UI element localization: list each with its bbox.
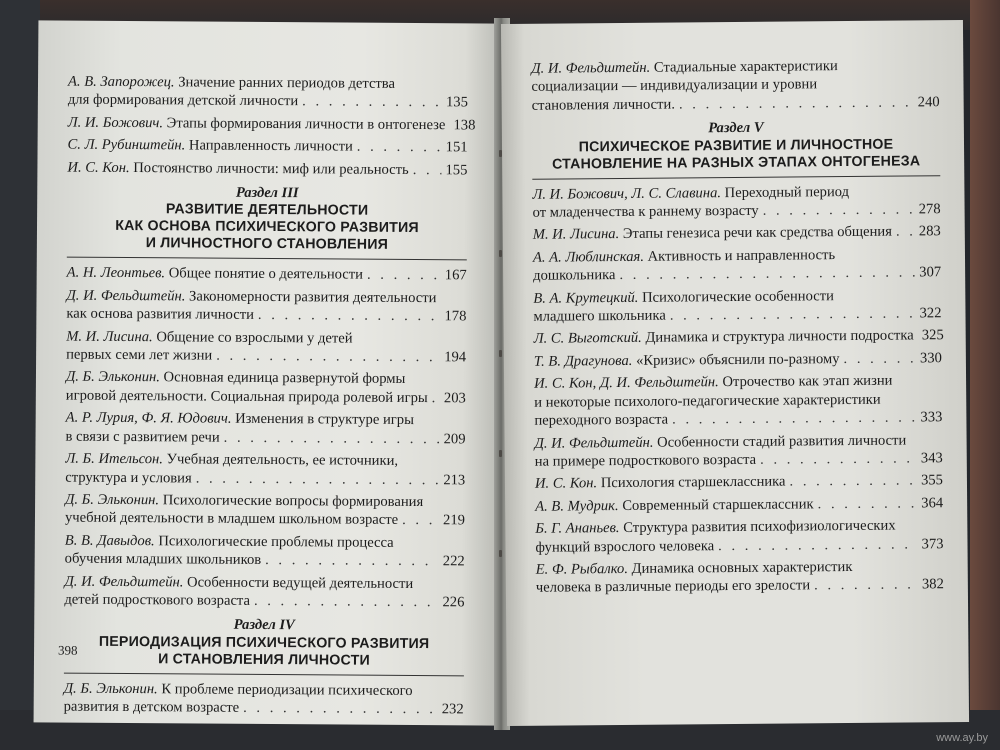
entry-page-number: 283 [918,223,941,240]
section-title-line: РАЗВИТИЕ ДЕЯТЕЛЬНОСТИ [165,201,369,220]
entry-title: Общее понятие о деятельности [168,265,364,284]
entry-text [68,113,446,134]
dot-leader [818,494,918,513]
section-title-line: И СТАНОВЛЕНИЯ ЛИЧНОСТИ [158,650,370,669]
toc-entry-line [535,449,943,471]
entry-title: Этапы генезиса речи как средства общения [622,224,893,243]
entry-author: С. Л. Рубинштейн. [67,136,186,154]
entry-title: К проблеме периодизации психического [161,681,413,699]
entry-author: Д. И. Фельдштейн. [531,59,651,77]
toc-entry [535,431,943,471]
entry-title: дошкольника [533,267,616,285]
entry-page-number: 333 [920,409,943,426]
section-label: Раздел III [235,184,299,202]
toc-entry [67,264,467,285]
right-toc [531,56,944,601]
entry-author: Е. Ф. Рыбалко. [535,560,629,578]
entry-text [533,202,759,222]
entry-title: первых семи лет жизни [66,346,213,364]
entry-page-number: 203 [443,390,466,407]
entry-text [64,698,240,718]
entry-text [535,451,757,471]
toc-entry-line [535,535,943,557]
entry-page-number: 178 [444,308,467,325]
dot-leader [763,200,915,220]
section-title-line: ПЕРИОДИЗАЦИЯ ПСИХИЧЕСКОГО РАЗВИТИЯ [98,633,430,652]
toc-entry-line [67,113,476,134]
entry-title: Активность и направленность [647,246,836,265]
entry-text [66,409,414,430]
toc-group-top [531,56,939,115]
dot-leader [896,223,915,242]
entry-text [65,509,398,530]
toc-entry-line [534,408,942,430]
entry-author: М. И. Лисина. [66,328,153,345]
toc-entry [66,368,466,408]
right-page [501,20,969,726]
dot-leader [196,469,440,489]
toc-entry-line [532,93,940,115]
toc-entry [534,327,942,349]
entry-author: М. И. Лисина. [532,226,620,244]
binding-stitch [499,550,502,557]
entry-text [533,223,892,245]
dot-leader [789,472,917,492]
entry-text [535,495,814,516]
section-title-line: ПСИХИЧЕСКОЕ РАЗВИТИЕ И ЛИЧНОСТНОЕ [578,136,894,155]
entry-text [65,427,219,446]
entry-page-number: 355 [920,472,944,489]
toc-entry-line [533,304,941,326]
toc-entry [535,472,943,494]
toc-entry-line [533,263,941,285]
toc-entry [64,572,464,612]
entry-title: Психологические проблемы процесса [158,532,394,551]
entry-title: в связи с развитием речи [65,428,220,446]
toc-entry [68,136,468,157]
book-cover-right [970,0,1000,750]
entry-title: от младенчества к раннему возрасту [532,202,759,221]
section-3-heading [67,183,468,261]
entry-title: Психология старшеклассника [600,473,786,492]
entry-author: Д. Б. Эльконин. [65,369,160,386]
dot-leader [402,511,439,530]
toc-entry [533,286,941,326]
entry-page-number: 222 [442,553,465,570]
entry-text [67,158,408,179]
toc-entry [68,73,468,113]
dot-leader [670,304,916,325]
entry-author: Л. С. Выготский. [533,330,642,348]
dot-leader [258,306,441,326]
entry-text [64,679,413,700]
toc-group-mid [64,264,466,612]
entry-title: учебной деятельности в младшем школьном возрасте [64,509,399,529]
entry-title: Закономерности развития деятельности [189,288,437,307]
entry-title: игровой деятельности. Социальная природа ролевой игры [65,387,428,406]
binding-stitch [499,250,502,257]
toc-entry-line [64,591,464,612]
entry-title: Общение со взрослыми у детей [156,328,353,347]
entry-page-number: 151 [445,139,468,156]
toc-entry [534,371,942,430]
entry-text [68,73,395,94]
entry-author: Д. Б. Эльконин. [63,680,158,697]
toc-entry [65,531,465,571]
toc-group-top [67,73,476,180]
entry-title: развития в детском возрасте [63,698,240,716]
toc-entry-line [536,576,944,598]
toc-entry-line [533,223,941,245]
toc-entry-line [65,550,465,571]
entry-page-number: 226 [442,594,465,611]
section-5-heading [532,117,940,179]
entry-text [66,346,212,365]
left-toc [63,73,476,723]
entry-title: Динамика и структура личности подростка [645,327,914,347]
entry-page-number: 135 [445,94,468,111]
entry-title: детей подросткового возраста [64,591,251,609]
entry-title: для формирования детской личности [67,92,299,110]
entry-text [66,327,352,347]
entry-title: Особенности ведущей деятельности [187,573,414,592]
entry-text [65,468,192,487]
entry-title: Постоянство личности: миф или реальность [133,159,409,178]
entry-text [534,350,840,371]
entry-text [531,76,817,97]
toc-entry [65,490,465,530]
binding-stitch [499,350,502,357]
entry-author: А. В. Мудрик. [535,497,619,515]
entry-page-number: 322 [919,305,942,322]
section-title-line: КАК ОСНОВА ПСИХИЧЕСКОГО РАЗВИТИЯ [115,218,419,237]
entry-title: Структура развития психофизиологических [623,517,896,537]
toc-entry-line [68,136,468,157]
toc-entry-line [534,371,942,393]
entry-page-number: 138 [453,117,476,134]
dot-leader [413,161,442,180]
dot-leader [367,266,441,285]
entry-author: А. В. Запорожец. [67,73,175,91]
entry-author: Д. И. Фельдштейн. [66,287,186,305]
toc-entry [64,679,464,719]
entry-text [64,572,413,593]
entry-author: Д. И. Фельдштейн. [534,434,654,452]
dot-leader [302,93,442,112]
toc-entry [533,245,941,285]
entry-text [68,136,353,156]
toc-entry-line [533,200,941,222]
entry-text [66,305,254,325]
entry-page-number: 240 [917,94,940,111]
section-title-line: СТАНОВЛЕНИЕ НА РАЗНЫХ ЭТАПАХ ОНТОГЕНЕЗА [551,153,921,173]
entry-page-number: 219 [443,512,466,529]
section-title-line: И ЛИЧНОСТНОГО СТАНОВЛЕНИЯ [145,235,389,254]
entry-title: на примере подросткового возраста [534,451,757,470]
toc-entry-line [535,494,943,516]
entry-title: Основная единица развернутой формы [163,369,406,388]
entry-author: А. А. Люблинская. [532,248,645,266]
entry-title: Психологические вопросы формирования [162,492,424,510]
entry-author: Л. И. Божович, Л. С. Славина. [532,184,722,203]
dot-leader [265,551,439,571]
entry-page-number: 232 [441,701,464,718]
entry-title: переходного возраста [534,411,669,429]
toc-entry-line [65,509,465,530]
entry-text [534,411,668,431]
entry-author: А. Р. Лурия, Ф. Я. Юдович. [65,409,232,428]
entry-author: А. Н. Леонтьев. [66,265,166,282]
entry-title: становления личности. [531,96,676,114]
left-page [34,20,503,725]
dot-leader [432,389,440,407]
toc-entry-line [65,427,465,448]
entry-page-number: 364 [921,494,944,512]
entry-page-number: 325 [921,327,944,344]
toc-group-main [532,182,944,598]
divider [532,175,940,180]
dot-leader [672,409,916,430]
dot-leader [760,449,917,469]
entry-title: Динамика основных характеристик [631,558,853,577]
entry-text [66,368,406,389]
section-label: Раздел IV [233,617,295,634]
entry-author: В. А. Крутецкий. [533,289,639,307]
entry-page-number: 278 [918,201,941,218]
entry-page-number: 194 [444,349,467,366]
entry-text [533,307,665,327]
entry-text [534,327,914,349]
dot-leader [254,592,439,612]
toc-entry [536,557,944,597]
entry-text [65,550,262,570]
entry-author: Б. Г. Ананьев. [535,520,620,537]
entry-text [64,591,250,611]
toc-entry [532,182,940,222]
entry-author: Д. И. Фельдштейн. [64,573,184,590]
toc-entry-line [65,468,465,489]
entry-title: обучения младших школьников [64,550,262,569]
entry-text [65,531,394,552]
entry-page-number: 167 [444,267,467,284]
dot-leader [619,264,915,285]
divider [67,257,467,261]
entry-author: В. В. Давыдов. [64,532,155,549]
toc-group-bottom [64,679,464,719]
toc-entry [65,450,465,490]
entry-author: Т. В. Драгунова. [533,352,633,370]
toc-entry [535,516,943,556]
entry-title: функций взрослого человека [535,537,715,556]
toc-entry [67,113,476,134]
entry-title: Этапы формирования личности в онтогенезе [166,115,446,134]
entry-title: Направленность личности [188,137,353,155]
entry-text [66,386,428,407]
toc-entry [67,158,467,179]
section-4-heading [64,615,464,676]
toc-entry-line [66,386,466,407]
entry-author: И. С. Кон. [67,159,130,176]
entry-title: и некоторые психолого-педагогические характеристики [534,391,881,411]
entry-page-number: 330 [919,350,942,367]
divider [64,672,464,676]
entry-text [535,473,786,494]
toc-entry [531,56,939,115]
entry-page-number: 213 [443,471,466,488]
entry-page-number: 155 [445,161,468,179]
toc-entry-line [66,305,466,326]
entry-author: Л. Б. Ительсон. [65,450,164,468]
entry-title: человека в различные периоды его зрелости [535,577,811,597]
toc-entry-line [67,158,467,179]
entry-title: Отрочество как этап жизни [722,372,893,391]
toc-entry-line [534,327,942,349]
toc-entry-line [67,264,467,285]
toc-entry-line [534,349,942,371]
entry-title: как основа развития личности [66,305,254,324]
toc-entry-line [66,346,466,367]
entry-page-number: 373 [921,535,944,552]
toc-entry-line [64,698,464,719]
entry-title: Учебная деятельность, ее источники, [166,451,399,470]
entry-text [68,91,298,111]
entry-page-number: 382 [921,576,944,593]
entry-text [65,490,423,511]
entry-text [65,450,398,471]
dot-leader [814,576,918,595]
entry-page-number: 209 [443,430,466,448]
toc-entry [66,327,466,367]
dot-leader [224,428,440,448]
dot-leader [357,138,442,157]
dot-leader [679,93,914,113]
toc-entry [534,349,942,371]
entry-author: И. С. Кон. [534,475,598,493]
entry-text [536,577,810,598]
entry-title: Стадиальные характеристики [653,58,838,76]
entry-title: Изменения в структуре игры [235,411,414,429]
toc-entry [535,494,943,516]
toc-entry [533,223,941,245]
entry-text [67,264,363,284]
entry-author: Л. И. Божович. [67,114,164,132]
entry-title: Особенности стадий развития личности [657,432,907,451]
toc-entry [66,286,466,326]
toc-entry-line [68,91,468,112]
dot-leader [216,347,440,367]
entry-author: И. С. Кон, Д. И. Фельдштейн. [534,374,719,393]
entry-text [535,537,714,557]
toc-entry [65,409,465,449]
binding-stitch [499,450,502,457]
entry-title: Современный старшеклассник [622,496,814,514]
dot-leader [718,535,918,555]
entry-text [532,95,675,115]
toc-entry-line [535,472,943,494]
entry-text [533,266,615,285]
section-label: Раздел V [708,119,764,137]
entry-title: «Кризис» объяснили по-разному [635,350,840,369]
entry-author: Д. Б. Эльконин. [65,491,160,509]
entry-title: младшего школьника [533,307,666,325]
entry-title: Психологические особенности [642,287,834,306]
entry-title: социализации — индивидуализации и уровни [531,76,818,96]
entry-title: Переходный период [724,183,850,201]
page-number: 398 [58,642,78,658]
entry-title: Значение ранних периодов детства [178,74,396,92]
dot-leader [843,349,916,368]
entry-page-number: 307 [919,264,942,281]
entry-title: структура и условия [65,469,192,486]
dot-leader [243,699,438,719]
entry-page-number: 343 [920,450,943,467]
watermark: www.ay.by [936,732,988,744]
